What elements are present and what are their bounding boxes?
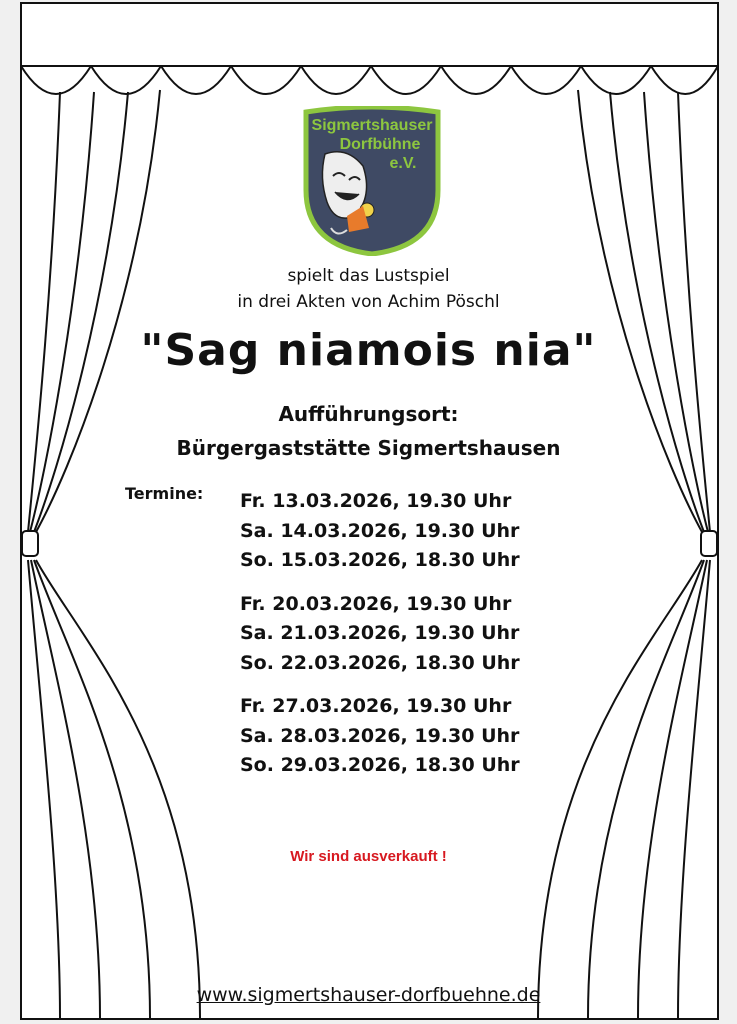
- logo-line-3: e.V.: [389, 155, 417, 172]
- logo-line-2: Dorfbühne: [339, 136, 421, 153]
- logo-line-1: Sigmertshauser: [311, 117, 433, 134]
- schedule-week-3: [240, 692, 520, 781]
- website-link[interactable]: www.sigmertshauser-dorfbuehne.de: [196, 984, 541, 1006]
- date-entry: So. 29.03.2026, 18.30 Uhr: [240, 754, 520, 776]
- date-entry: So. 22.03.2026, 18.30 Uhr: [240, 651, 520, 674]
- venue-label: Aufführungsort:: [278, 402, 459, 426]
- sold-out-notice: Wir sind ausverkauft !: [290, 848, 447, 865]
- schedule-week-1: [240, 487, 520, 576]
- schedule-week-2: [240, 590, 520, 679]
- date-entry: Fr. 20.03.2026, 19.30 Uhr: [240, 592, 512, 615]
- date-entry: Sa. 21.03.2026, 19.30 Uhr: [240, 622, 520, 644]
- intro-line-2: in drei Akten von Achim Pöschl: [237, 292, 500, 312]
- date-entry: Sa. 28.03.2026, 19.30 Uhr: [240, 724, 520, 747]
- date-entry: Fr. 27.03.2026, 19.30 Uhr: [240, 695, 512, 717]
- intro-line-1: spielt das Lustspiel: [287, 266, 450, 286]
- date-entry: So. 15.03.2026, 18.30 Uhr: [240, 549, 520, 571]
- date-entry: Fr. 13.03.2026, 19.30 Uhr: [240, 490, 512, 512]
- play-title: "Sag niamois nia": [140, 325, 597, 376]
- date-entry: Sa. 14.03.2026, 19.30 Uhr: [240, 519, 520, 542]
- schedule-label: Termine:: [125, 484, 204, 503]
- schedule-dates: [240, 487, 520, 795]
- venue-name: Bürgergaststätte Sigmertshausen: [176, 436, 561, 460]
